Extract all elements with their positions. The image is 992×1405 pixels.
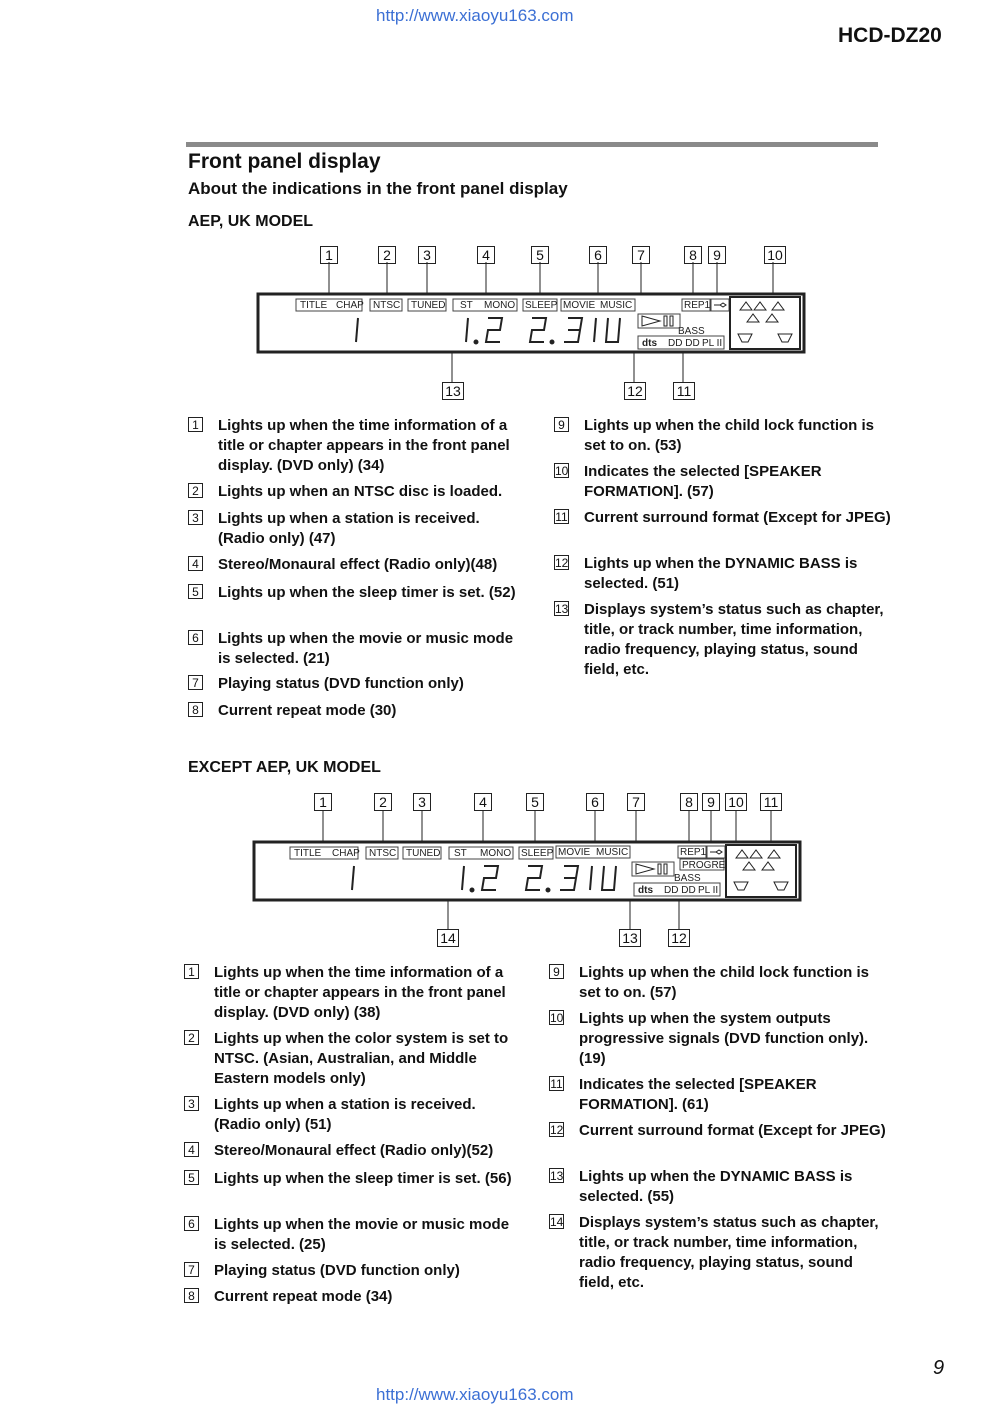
page-number: 9 bbox=[933, 1357, 945, 1379]
aep-callout-11: 11 bbox=[673, 382, 695, 400]
aep-callout-5: 5 bbox=[531, 246, 549, 264]
except-callout-12: 12 bbox=[668, 929, 690, 947]
except-display-panel bbox=[252, 810, 804, 930]
aep-lbl-movie: MOVIE bbox=[563, 300, 596, 311]
except-callout-5: 5 bbox=[526, 793, 544, 811]
except-callout-4: 4 bbox=[474, 793, 492, 811]
except-lbl-progre: PROGRE bbox=[682, 860, 726, 871]
aep-lbl-plii: PL II bbox=[702, 338, 723, 349]
except-callout-14: 14 bbox=[437, 929, 459, 947]
except-dts-logo: dts bbox=[638, 885, 653, 896]
aep-lbl-rep1: REP1 bbox=[684, 300, 711, 311]
except-lbl-chap: CHAP bbox=[332, 848, 360, 859]
except-callout-1: 1 bbox=[314, 793, 332, 811]
except-lbl-plii: PL II bbox=[698, 885, 719, 896]
aep-dolby-logo: DD DD bbox=[668, 338, 700, 349]
except-callout-9: 9 bbox=[702, 793, 720, 811]
except-callout-7: 7 bbox=[627, 793, 645, 811]
section-rule bbox=[186, 142, 878, 147]
aep-callout-1: 1 bbox=[320, 246, 338, 264]
except-lbl-sleep: SLEEP bbox=[521, 848, 554, 859]
bottom-url[interactable]: http://www.xiaoyu163.com bbox=[376, 1385, 574, 1404]
aep-callout-13: 13 bbox=[442, 382, 464, 400]
except-callout-6: 6 bbox=[586, 793, 604, 811]
aep-callout-12: 12 bbox=[624, 382, 646, 400]
top-url[interactable]: http://www.xiaoyu163.com bbox=[376, 6, 574, 25]
aep-lbl-chap: CHAP bbox=[336, 300, 364, 311]
except-lbl-rep1: REP1 bbox=[680, 847, 707, 858]
aep-callout-7: 7 bbox=[632, 246, 650, 264]
aep-callout-8: 8 bbox=[684, 246, 702, 264]
aep-display-panel bbox=[256, 262, 808, 382]
aep-lbl-bass: BASS bbox=[678, 326, 705, 337]
aep-lbl-mono: MONO bbox=[484, 300, 516, 311]
aep-lbl-title: TITLE bbox=[300, 300, 328, 311]
aep-callout-4: 4 bbox=[477, 246, 495, 264]
except-dolby-logo: DD DD bbox=[664, 885, 696, 896]
except-lbl-tuned: TUNED bbox=[406, 848, 441, 859]
except-callout-11: 11 bbox=[760, 793, 782, 811]
except-callout-8: 8 bbox=[680, 793, 698, 811]
except-lbl-movie: MOVIE bbox=[558, 847, 591, 858]
except-callout-10: 10 bbox=[725, 793, 747, 811]
aep-callout-6: 6 bbox=[589, 246, 607, 264]
section-subtitle: About the indications in the front panel display bbox=[188, 179, 568, 198]
section-title: Front panel display bbox=[188, 150, 381, 173]
except-callout-13: 13 bbox=[619, 929, 641, 947]
aep-callout-3: 3 bbox=[418, 246, 436, 264]
aep-lbl-ntsc: NTSC bbox=[373, 300, 401, 311]
aep-dts-logo: dts bbox=[642, 338, 657, 349]
aep-heading: AEP, UK MODEL bbox=[188, 213, 314, 230]
aep-lbl-st: ST bbox=[460, 300, 473, 311]
except-lbl-st: ST bbox=[454, 848, 467, 859]
aep-lbl-sleep: SLEEP bbox=[525, 300, 558, 311]
model-number: HCD-DZ20 bbox=[838, 24, 942, 47]
except-lbl-title: TITLE bbox=[294, 848, 322, 859]
aep-lbl-music: MUSIC bbox=[600, 300, 633, 311]
except-lbl-mono: MONO bbox=[480, 848, 512, 859]
except-lbl-music: MUSIC bbox=[596, 847, 629, 858]
except-callout-2: 2 bbox=[374, 793, 392, 811]
except-heading: EXCEPT AEP, UK MODEL bbox=[188, 759, 381, 776]
aep-lbl-tuned: TUNED bbox=[411, 300, 446, 311]
aep-callout-10: 10 bbox=[764, 246, 786, 264]
except-lbl-ntsc: NTSC bbox=[369, 848, 397, 859]
aep-callout-2: 2 bbox=[378, 246, 396, 264]
aep-callout-9: 9 bbox=[708, 246, 726, 264]
except-lbl-bass: BASS bbox=[674, 873, 701, 884]
except-callout-3: 3 bbox=[413, 793, 431, 811]
